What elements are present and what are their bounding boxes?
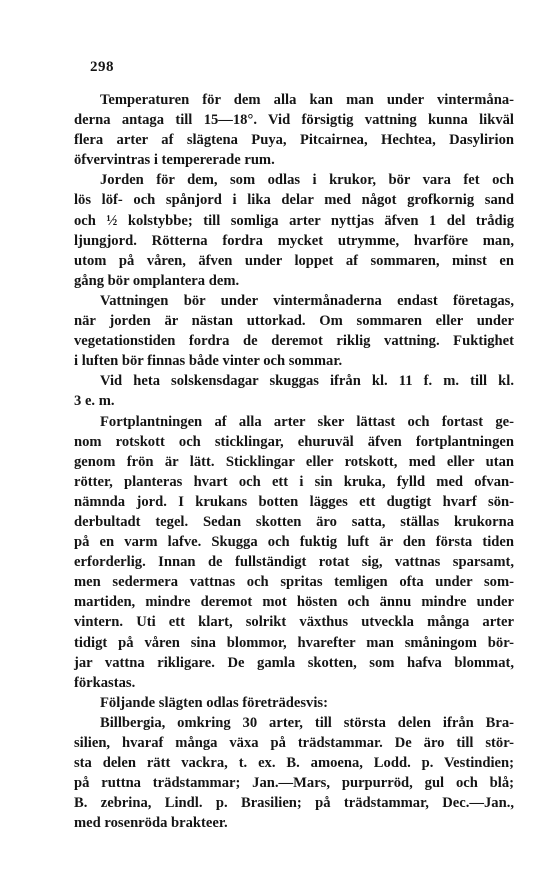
text-line: 3 e. m. [74,393,115,410]
text-line: martiden, mindre deremot mot hösten och ännu mindre under [74,594,514,611]
text-line: vegetationstiden fordra de deremot riklig vattning. Fuktighet [74,333,514,350]
text-line: Temperaturen för dem alla kan man under vintermåna- [100,92,514,108]
text-line: silien, hvaraf många växa på trädstammar. De äro till stör- [74,735,514,751]
text-line: när jorden är nästan uttorkad. Om sommaren eller under [74,313,514,330]
text-line: rötter, planteras hvart och ett i sin kruka, fylld med ofvan- [74,473,514,490]
text-line: förkastas. [74,674,136,691]
text-line: i luften bör finnas både vinter och sommar. [74,353,343,370]
text-line: på ruttna trädstammar; Jan.—Mars, purpurröd, gul och blå; [74,775,514,792]
text-line: ljungjord. Rötterna fordra mycket utrymme, hvarföre man, [74,232,514,249]
text-line: öfvervintras i tempererade rum. [74,152,275,169]
text-line: B. zebrina, Lindl. p. Brasilien; på trädstammar, Dec.—Jan., [74,795,514,812]
text-line: Vattningen bör under vintermånaderna endast företagas, [100,292,514,309]
text-line: och ½ kolstybbe; till somliga arter nyttjas äfven 1 del trådig [74,212,514,229]
text-line: derbultadt tegel. Sedan skotten äro satta, ställas krukorna [74,513,514,530]
text-line: jar vattna rikligare. De gamla skotten, som hafva blommat, [74,654,514,671]
text-line: Jorden för dem, som odlas i krukor, bör vara fet och [100,172,514,189]
text-line: flera arter af slägtena Puya, Pitcairnea, Hechtea, Dasylirion [74,132,514,149]
text-line: erforderlig. Innan de fullständigt rotat sig, vattnas sparsamt, [74,554,514,571]
text-line: på en varm lafve. Skugga och fuktig luft är den första tiden [74,534,514,551]
text-line: nämnda jord. I krukans botten lägges ett dugtigt hvarf sön- [74,493,514,510]
text-line: lös löf- och spånjord i lika delar med något grofkornig sand [74,192,514,209]
text-line: utom på våren, äfven under loppet af sommaren, minst en [74,252,514,269]
page-number: 298 [90,59,114,75]
text-line: nom rotskott och sticklingar, ehuruväl äfven fortplantningen [74,433,514,450]
text-line: men sedermera vattnas och spritas temligen ofta under som- [74,574,514,591]
text-line: gång bör omplantera dem. [74,272,240,289]
text-line: Vid heta solskensdagar skuggas ifrån kl. 11 f. m. till kl. [100,373,514,390]
text-line: Följande slägten odlas företrädesvis: [100,694,328,711]
text-line: med rosenröda brakteer. [74,815,228,832]
text-line: derna antaga till 15—18°. Vid försigtig vattning kunna likväl [74,112,514,129]
text-line: genom frön är lätt. Sticklingar eller rotskott, med eller utan [74,453,514,470]
body-text [74,90,514,833]
text-line: Billbergia, omkring 30 arter, till största delen ifrån Bra- [100,714,514,731]
text-line: tidigt på våren sina blommor, hvarefter man småningom bör- [74,634,514,651]
text-line: sta delen rätt vackra, t. ex. B. amoena, Lodd. p. Vestindien; [74,755,514,772]
text-line: Fortplantningen af alla arter sker lättast och fortast ge- [100,413,514,430]
text-line: vintern. Uti ett klart, solrikt växthus utveckla många arter [74,614,514,631]
